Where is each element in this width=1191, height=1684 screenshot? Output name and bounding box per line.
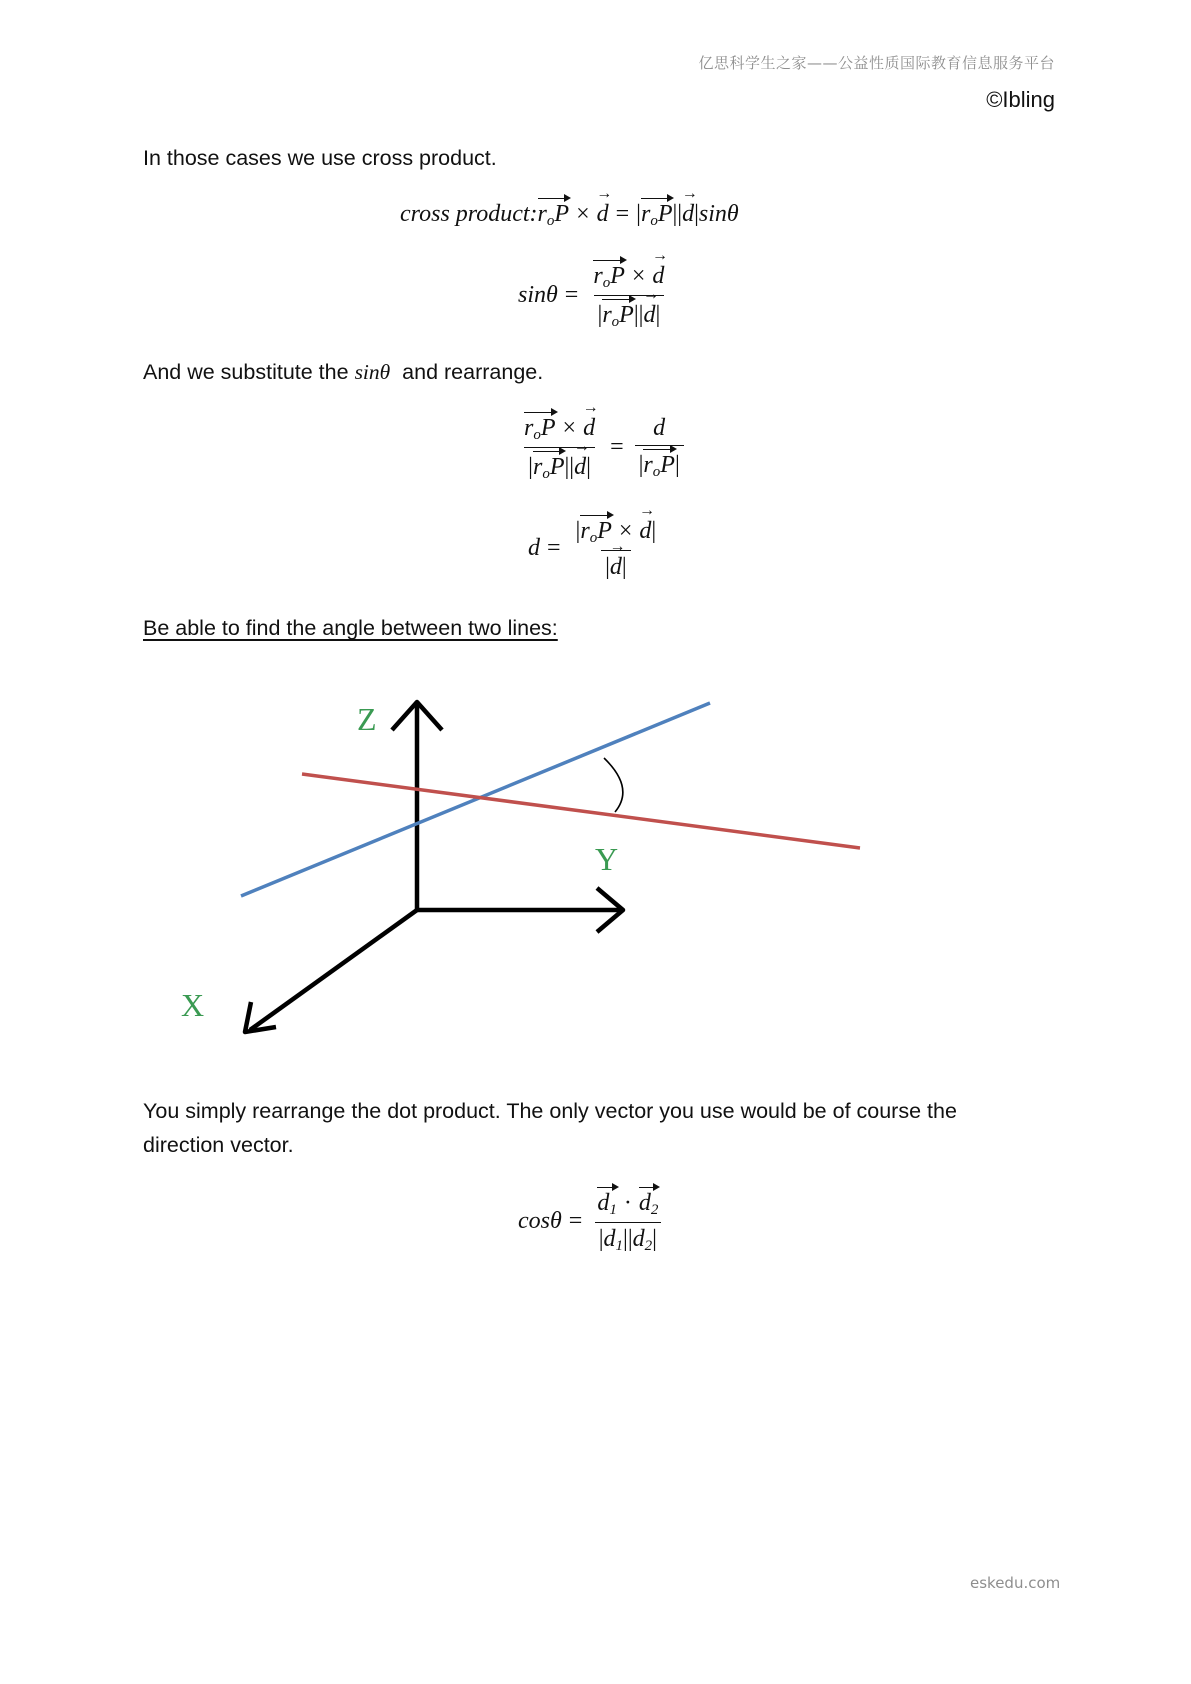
vector-d: → d xyxy=(597,201,609,228)
axis-label-z: Z xyxy=(357,701,377,737)
eq1-label: cross product: xyxy=(400,200,538,227)
axis-label-y: Y xyxy=(595,841,619,877)
axis-label-x: X xyxy=(181,987,205,1023)
vector-roP: $r_oP$ xyxy=(538,198,570,230)
equation-distance: d = $\frac{|r_oP \times\to d|}{|\to d|}$ xyxy=(528,515,664,581)
paragraph-cross-product-intro: In those cases we use cross product. xyxy=(143,146,497,170)
copyright-notice: ©Ibling xyxy=(986,87,1055,112)
line-blue xyxy=(241,703,710,896)
equation-sin-theta: sinθ = $\frac{r_oP \times\to d}{|r_oP||\to d|}$ xyxy=(518,260,672,331)
x-axis-line xyxy=(250,910,417,1030)
equation-cos-theta: cosθ = $\frac{d_1 \cdot d_2}{|d_1||d_2|}$ xyxy=(518,1187,666,1255)
header-site-name: 亿思科学生之家——公益性质国际教育信息服务平台 xyxy=(698,54,1055,72)
equation-cross-product: cross product: $r_oP$ × → d = | $r_oP$ || → d | sinθ xyxy=(400,198,739,230)
equation-substitution: $\frac{r_oP \times\to d}{|r_oP||\to d|}$ = $\frac{d}{|r_oP|}$ xyxy=(516,412,688,483)
paragraph-dot-product: You simply rearrange the dot product. The only vector you use would be of course the direction vector. xyxy=(143,1099,957,1157)
section-heading-angle-between-lines: Be able to find the angle between two lines: xyxy=(143,616,558,640)
footer-site: eskedu.com xyxy=(970,1574,1061,1592)
angle-arc xyxy=(604,758,623,812)
fraction-sin-theta: $\frac{r_oP \times\to d}{|r_oP||\to d|}$ xyxy=(589,260,668,331)
axes-diagram xyxy=(160,680,880,1060)
paragraph-substitute: And we substitute the sinθ and rearrange. xyxy=(143,360,544,384)
